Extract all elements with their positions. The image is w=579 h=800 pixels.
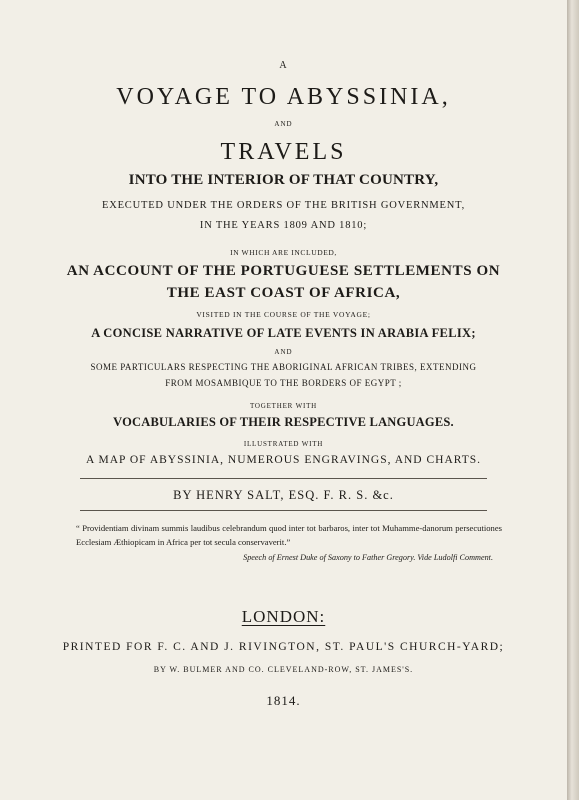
imprint-publisher: PRINTED FOR F. C. AND J. RIVINGTON, ST. PAUL'S CHURCH-YARD; <box>62 641 505 653</box>
imprint-city: LONDON: <box>241 607 326 626</box>
epigraph-attribution: Speech of Ernest Duke of Saxony to Father Gregory. Vide Ludolfi Comment. <box>243 553 493 562</box>
mosambique-line: FROM MOSAMBIQUE TO THE BORDERS OF EGYPT ; <box>165 378 402 388</box>
vocabularies-heading: VOCABULARIES OF THEIR RESPECTIVE LANGUAGES. <box>113 415 454 429</box>
title-travels: TRAVELS <box>220 139 347 165</box>
subtitle-executed: EXECUTED UNDER THE ORDERS OF THE BRITISH GOVERNMENT, <box>101 200 465 211</box>
account-heading: AN ACCOUNT OF THE PORTUGUESE SETTLEMENTS ON <box>66 263 501 279</box>
east-coast-heading: THE EAST COAST OF AFRICA, <box>166 285 401 301</box>
page-edge <box>567 0 579 800</box>
visited-note: VISITED IN THE COURSE OF THE VOYAGE; <box>196 310 371 319</box>
concise-narrative: A CONCISE NARRATIVE OF LATE EVENTS IN ARABIA FELIX; <box>91 326 476 340</box>
illustrated-with: ILLUSTRATED WITH <box>243 440 324 448</box>
conjunction-and-2: AND <box>274 348 293 356</box>
together-with: TOGETHER WITH <box>249 402 318 410</box>
book-title: VOYAGE TO ABYSSINIA, <box>116 84 451 110</box>
conjunction-and: AND <box>274 120 293 128</box>
imprint-printer: BY W. BULMER AND CO. CLEVELAND-ROW, ST. JAMES'S. <box>153 665 414 674</box>
subtitle-interior: INTO THE INTERIOR OF THAT COUNTRY, <box>128 172 439 188</box>
which-included: IN WHICH ARE INCLUDED, <box>230 248 337 257</box>
title-article: A <box>279 60 288 71</box>
divider-top <box>80 478 487 479</box>
subtitle-years: IN THE YEARS 1809 AND 1810; <box>199 220 368 231</box>
particulars-line: SOME PARTICULARS RESPECTING THE ABORIGINAL AFRICAN TRIBES, EXTENDING <box>90 362 477 372</box>
author-line: BY HENRY SALT, ESQ. F. R. S. &c. <box>173 488 394 502</box>
divider-bottom <box>80 510 487 511</box>
map-line: A MAP OF ABYSSINIA, NUMEROUS ENGRAVINGS, AND CHARTS. <box>85 454 482 466</box>
epigraph-quote: “ Providentiam divinam summis laudibus celebrandum quod inter tot barbaros, inter tot Muhamme-danorum persecutiones Ecclesiam Æthiopicam in Africa per tot secula conservaverit.” <box>76 523 502 547</box>
imprint-year: 1814. <box>266 693 301 708</box>
